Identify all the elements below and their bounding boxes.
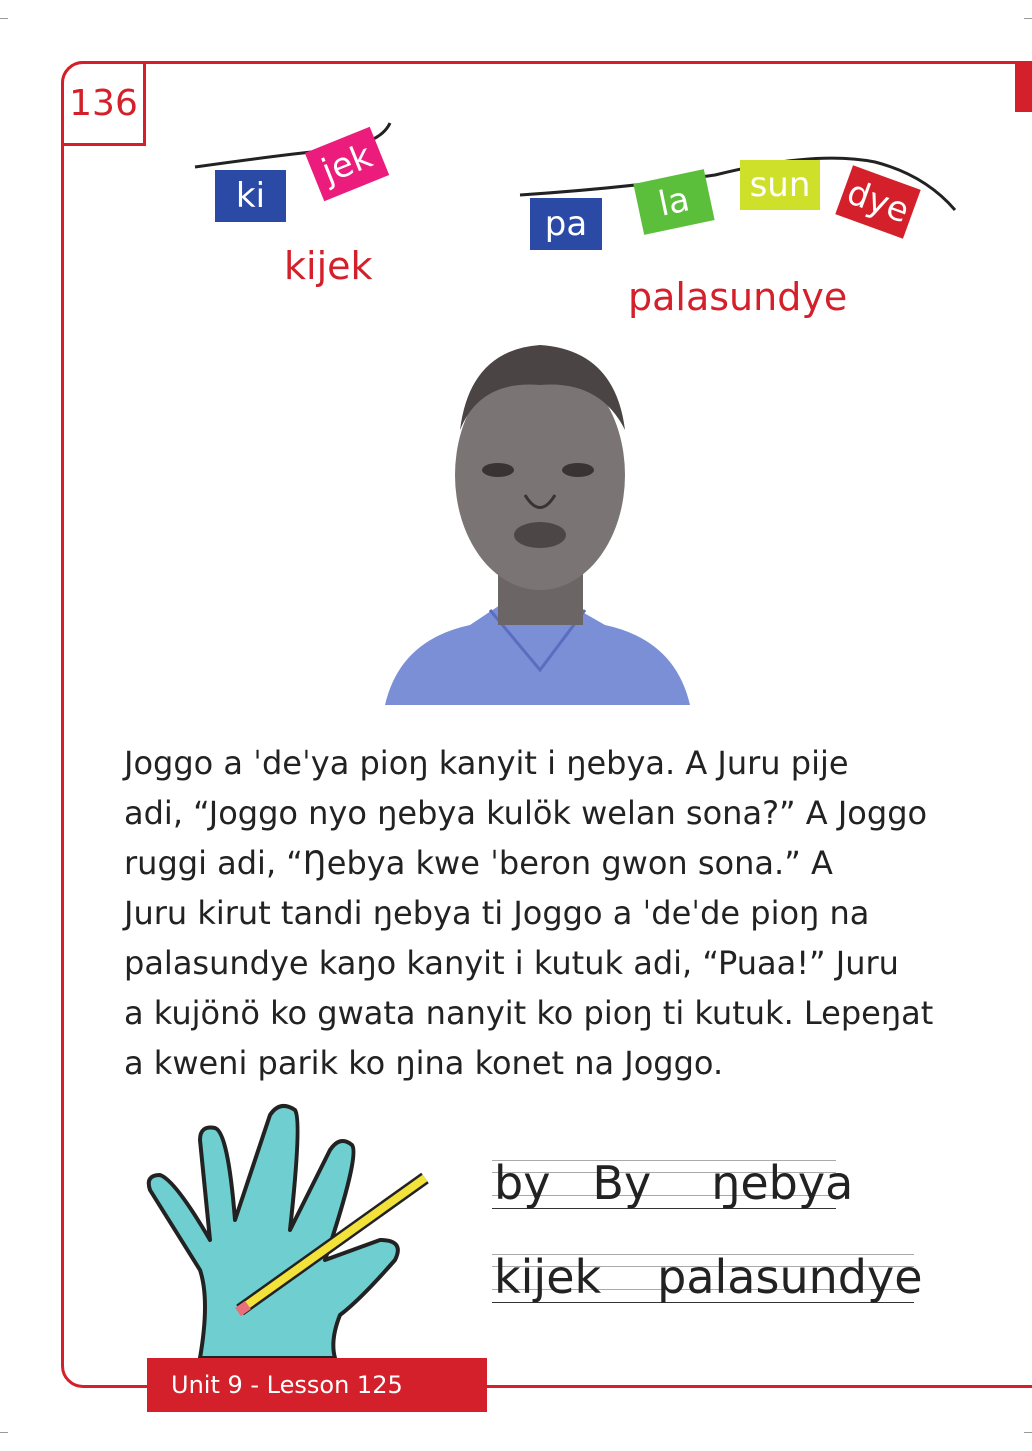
syllable-flag-jek: jek <box>305 127 389 201</box>
practice-row-2 <box>494 1250 923 1304</box>
syllable-flag-la: la <box>633 169 714 235</box>
crop-mark <box>1024 18 1032 19</box>
lesson-footer: Unit 9 - Lesson 125 <box>147 1358 487 1412</box>
story-line: palasundye kaŋo kanyit i kutuk adi, “Puaa!” Juru <box>124 944 899 982</box>
practice-word: by <box>494 1156 551 1210</box>
story-line: Joggo a ˈdeˈya pioŋ kanyit i ŋebya. A Juru pije <box>124 744 849 782</box>
story-line: a kweni parik ko ŋina konet na Joggo. <box>124 1044 724 1082</box>
story-paragraph <box>124 738 984 1088</box>
practice-word: ŋebya <box>711 1156 854 1210</box>
story-line: ruggi adi, “Ŋebya kwe ˈberon gwon sona.” A <box>124 844 833 882</box>
boy-illustration <box>380 340 700 712</box>
crop-mark <box>0 1432 8 1433</box>
syllable-flag-ki: ki <box>215 170 286 222</box>
crop-mark <box>1024 1432 1032 1433</box>
page-number: 136 <box>61 61 146 146</box>
syllable-flag-pa: pa <box>530 198 602 250</box>
crop-mark <box>0 18 8 19</box>
story-line: Juru kirut tandi ŋebya ti Joggo a ˈdeˈde pioŋ na <box>124 894 870 932</box>
story-line: a kujönö ko gwata nanyit ko pioŋ ti kutuk. Lepeŋat <box>124 994 934 1032</box>
practice-row-1 <box>494 1156 854 1210</box>
syllable-flag-dye: dye <box>835 165 920 238</box>
practice-word: kijek <box>494 1250 602 1304</box>
practice-word: By <box>592 1156 652 1210</box>
practice-word: palasundye <box>657 1250 923 1304</box>
syllable-flag-sun: sun <box>740 160 820 210</box>
word-palasundye: palasundye <box>628 275 848 319</box>
word-kijek: kijek <box>284 244 373 288</box>
story-line: adi, “Joggo nyo ŋebya kulök welan sona?” A Joggo <box>124 794 928 832</box>
page-tab <box>1015 62 1032 112</box>
hand-pencil-icon <box>140 1100 440 1360</box>
